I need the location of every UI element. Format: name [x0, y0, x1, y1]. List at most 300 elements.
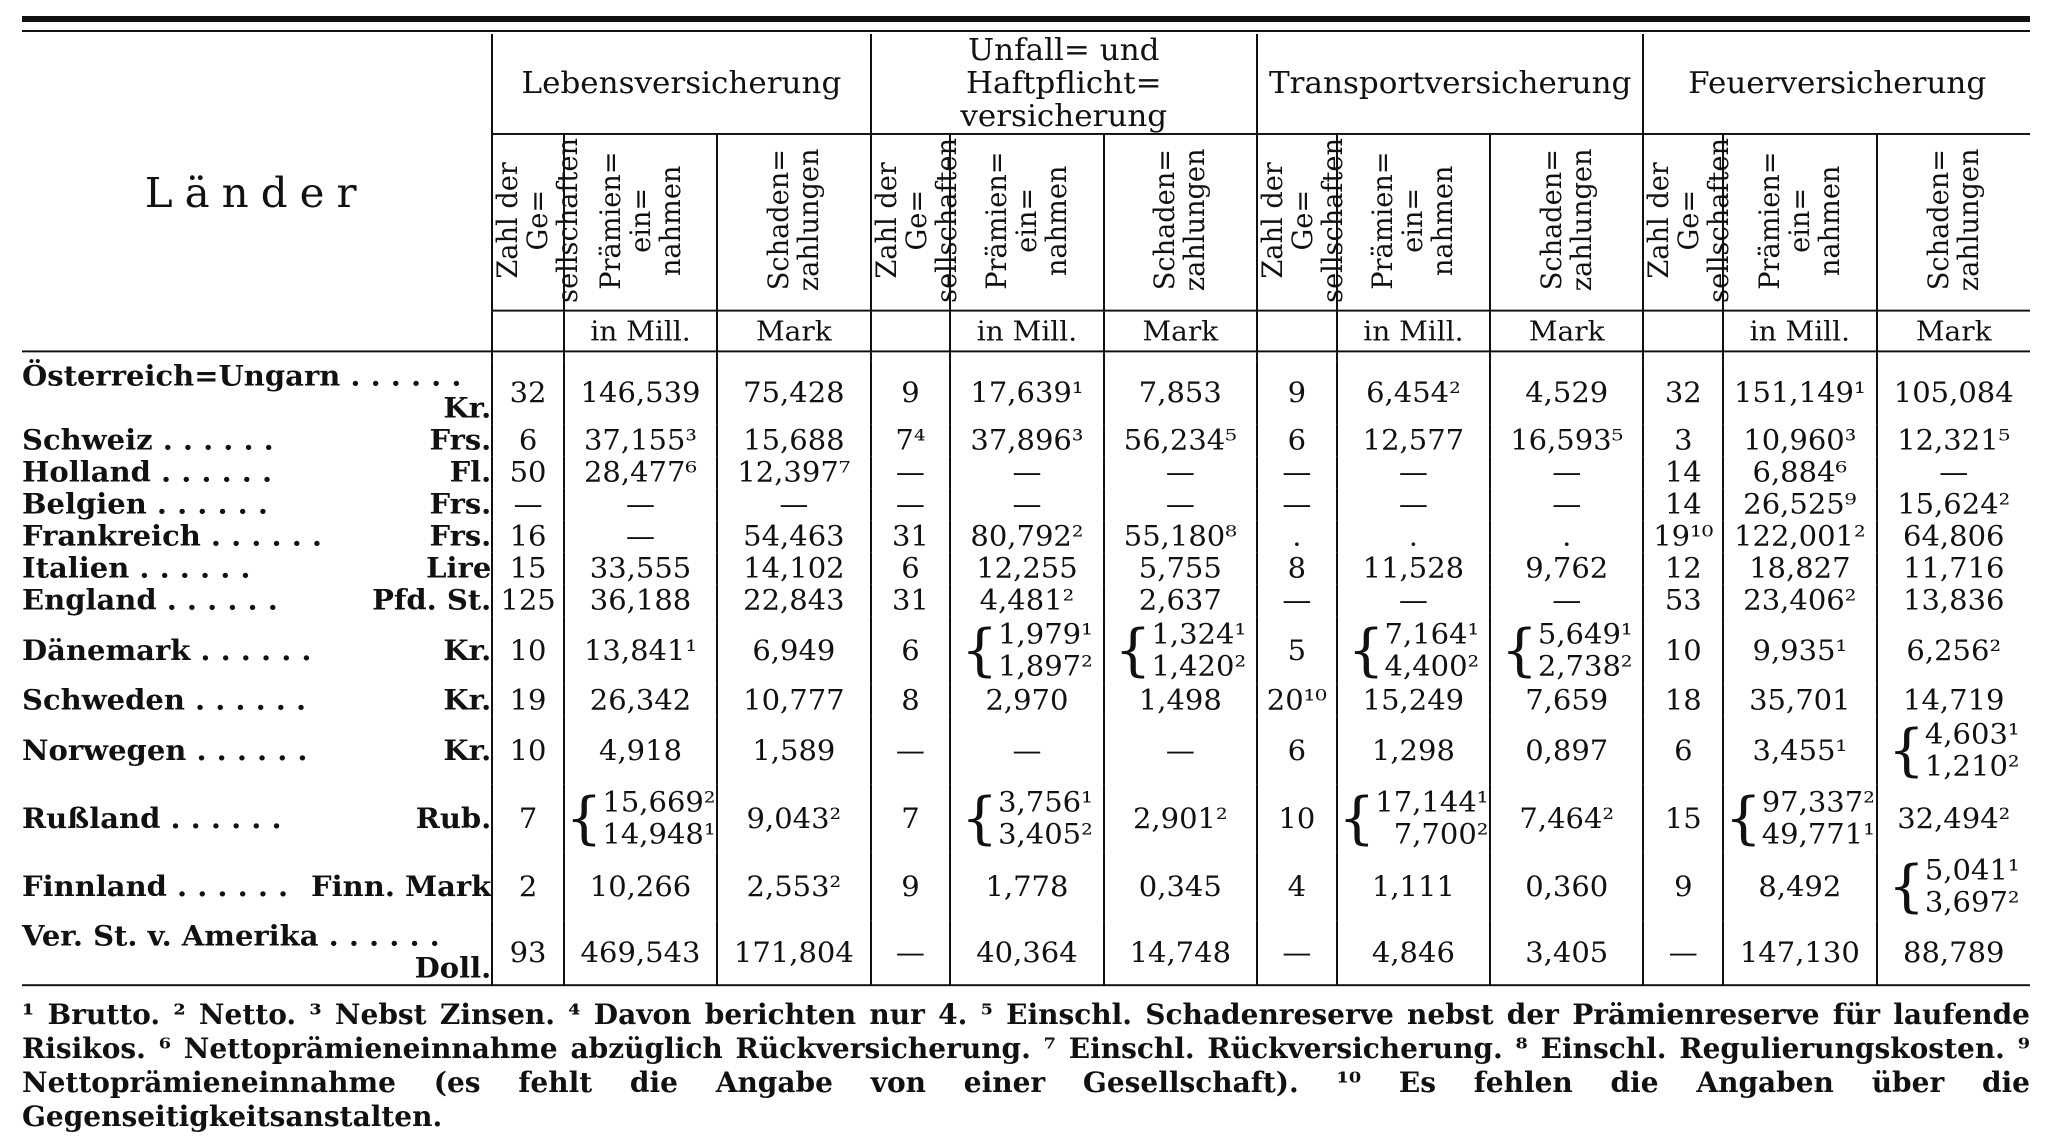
- table-cell: 4,918: [564, 716, 717, 784]
- table-cell: 23,406²: [1723, 584, 1876, 616]
- stacked-value: 3,697²: [1924, 885, 2020, 919]
- table-cell: 7,659: [1490, 684, 1643, 716]
- table-cell: [1104, 616, 1257, 684]
- table-cell: —: [1490, 584, 1643, 616]
- table-row: [22, 584, 2030, 616]
- table-cell: 122,001²: [1723, 520, 1876, 552]
- table-cell: 33,555: [564, 552, 717, 584]
- table-row: [22, 852, 2030, 920]
- stacked-value: 7,164¹: [1384, 617, 1480, 651]
- stacked-value: 1,210²: [1924, 749, 2020, 783]
- country-cell: [22, 584, 492, 616]
- table-cell: 32: [492, 360, 564, 424]
- table-cell: 35,701: [1723, 684, 1876, 716]
- brace-left: {: [1347, 617, 1385, 684]
- table-cell: 14: [1643, 456, 1723, 488]
- table-cell: —: [717, 488, 870, 520]
- unit-label-right: Mark: [717, 311, 870, 352]
- stacked-values: [1151, 618, 1246, 682]
- table-cell: 32,494²: [1877, 784, 2031, 852]
- table-cell: —: [1877, 456, 2031, 488]
- stacked-values: [1375, 786, 1488, 850]
- table-cell: —: [1104, 716, 1257, 784]
- brace-left: {: [565, 785, 603, 852]
- country-name: Italien: [22, 551, 130, 585]
- table-cell: 2: [492, 852, 564, 920]
- unit-spacer: [871, 311, 951, 352]
- leader-dots: . . . . . .: [340, 359, 462, 393]
- table-cell: 147,130: [1723, 920, 1876, 985]
- table-cell: 105,084: [1877, 360, 2031, 424]
- table-cell: 1,589: [717, 716, 870, 784]
- table-cell: [1337, 784, 1490, 852]
- table-cell: 16,593⁵: [1490, 424, 1643, 456]
- unit-label-right: Mark: [1490, 311, 1643, 352]
- currency-unit: Doll.: [414, 951, 492, 985]
- brace-left: {: [961, 785, 999, 852]
- leader-dots: . . . . . .: [146, 487, 268, 521]
- table-cell: 6: [1257, 424, 1337, 456]
- table-cell: 10: [492, 716, 564, 784]
- top-rule-thin: [22, 30, 2030, 32]
- country-name: Finnland: [22, 869, 167, 903]
- table-cell: 6: [871, 616, 951, 684]
- table-cell: 8,492: [1723, 852, 1876, 920]
- stacked-value: 2,738²: [1537, 649, 1633, 683]
- table-cell: 1,498: [1104, 684, 1257, 716]
- subheader-label: Zahl der Ge= sellschaften: [1256, 137, 1349, 303]
- table-cell: 1,298: [1337, 716, 1490, 784]
- table-cell: 10: [492, 616, 564, 684]
- subheader-label: Zahl der Ge= sellschaften: [491, 137, 585, 303]
- table-cell: 22,843: [717, 584, 870, 616]
- table-cell: 151,149¹: [1723, 360, 1876, 424]
- table-cell: 1,111: [1337, 852, 1490, 920]
- table-cell: 4,846: [1337, 920, 1490, 985]
- unit-label-left: in Mill.: [564, 311, 717, 352]
- group-label: Feuerversicherung: [1688, 66, 1987, 101]
- unit-label-left: in Mill.: [1337, 311, 1490, 352]
- table-cell: [1877, 716, 2031, 784]
- stacked-value: 49,771¹: [1761, 817, 1875, 851]
- brace-left: {: [1114, 617, 1152, 684]
- table-cell: —: [564, 488, 717, 520]
- leader-dots: . . . . . .: [156, 583, 278, 617]
- subheader-zahl: [1256, 134, 1349, 311]
- currency-unit: Rub.: [415, 801, 492, 835]
- table-cell: 125: [492, 584, 564, 616]
- table-bottom-rule: [22, 985, 2030, 990]
- table-cell: —: [1490, 456, 1643, 488]
- table-cell: 6: [492, 424, 564, 456]
- table-cell: —: [1257, 584, 1337, 616]
- table-cell: 15,249: [1337, 684, 1490, 716]
- table-cell: —: [1337, 488, 1490, 520]
- table-cell: 5,755: [1104, 552, 1257, 584]
- table-cell: —: [1257, 456, 1337, 488]
- stacked-value: 15,669²: [602, 785, 716, 819]
- table-cell: 9: [1257, 360, 1337, 424]
- subheader-schaden: [717, 134, 870, 311]
- table-row: [22, 716, 2030, 784]
- table-row: [22, 520, 2030, 552]
- table-cell: 10: [1643, 616, 1723, 684]
- table-cell: —: [950, 716, 1103, 784]
- stacked-value: 1,324¹: [1151, 617, 1247, 651]
- country-name: Schweiz: [22, 423, 153, 457]
- stacked-value: 4,400²: [1384, 649, 1480, 683]
- table-cell: 6,256²: [1877, 616, 2031, 684]
- table-cell: 12,397⁷: [717, 456, 870, 488]
- table-cell: —: [1490, 488, 1643, 520]
- table-cell: 171,804: [717, 920, 870, 985]
- brace-left: {: [1724, 785, 1762, 852]
- unit-label-left: in Mill.: [1723, 311, 1876, 352]
- table-cell: 0,345: [1104, 852, 1257, 920]
- table-cell: 14,102: [717, 552, 870, 584]
- brace-left: {: [1887, 717, 1925, 784]
- table-cell: —: [1257, 920, 1337, 985]
- stacked-value: 1,979¹: [998, 617, 1093, 651]
- currency-unit: Kr.: [443, 391, 492, 425]
- unit-spacer: [492, 311, 564, 352]
- table-cell: 15: [1643, 784, 1723, 852]
- stacked-value: 5,041¹: [1924, 853, 2020, 887]
- unit-spacer: [1257, 311, 1337, 352]
- table-cell: —: [1104, 488, 1257, 520]
- group-header-unfall: [871, 34, 1257, 134]
- table-cell: 31: [871, 520, 951, 552]
- country-cell: [22, 852, 492, 920]
- subheader-label: Prämien= ein= nahmen: [979, 151, 1073, 290]
- table-cell: [1337, 616, 1490, 684]
- table-cell: 1,778: [950, 852, 1103, 920]
- subheader-praemien: [564, 134, 717, 311]
- currency-unit: Kr.: [443, 633, 492, 667]
- country-name: Dänemark: [22, 633, 191, 667]
- table-row: [22, 552, 2030, 584]
- table-row: [22, 456, 2030, 488]
- subheader-label: Schaden= zahlungen: [761, 149, 825, 292]
- currency-unit: Fl.: [449, 455, 492, 489]
- table-cell: 75,428: [717, 360, 870, 424]
- currency-unit: Pfd. St.: [372, 583, 492, 617]
- stacked-values: [1925, 854, 2020, 918]
- subheader-label: Schaden= zahlungen: [1921, 149, 1985, 292]
- stacked-values: [1925, 718, 2020, 782]
- table-cell: 12,255: [950, 552, 1103, 584]
- table-cell: .: [1257, 520, 1337, 552]
- stacked-value: 1,420²: [1151, 649, 1247, 683]
- table-cell: 11,716: [1877, 552, 2031, 584]
- table-cell: 4,481²: [950, 584, 1103, 616]
- table-cell: 12,321⁵: [1877, 424, 2031, 456]
- table-cell: 7,853: [1104, 360, 1257, 424]
- subheader-praemien: [950, 134, 1103, 311]
- currency-unit: Frs.: [429, 423, 492, 457]
- subheader-zahl: [491, 134, 585, 311]
- subheader-zahl: [869, 134, 963, 311]
- table-cell: 14,748: [1104, 920, 1257, 985]
- table-cell: —: [871, 920, 951, 985]
- footnotes: ¹ Brutto. ² Netto. ³ Nebst Zinsen. ⁴ Davon berichten nur 4. ⁵ Einschl. Schadenreserve nebst der Prämienreserve für laufende Risikos. ⁶ Nettoprämieneinnahme abzüglich Rückversicherung. ⁷ Einschl. Rückversicherung. ⁸ Einschl. Regulierungskosten. ⁹ Nettoprämieneinnahme (es fehlt die Angabe von einer Gesellschaft). ¹⁰ Es fehlen die Angaben über die Gegenseitigkeitsanstalten.: [22, 998, 2030, 1133]
- table-cell: 64,806: [1877, 520, 2031, 552]
- country-cell: [22, 684, 492, 716]
- table-cell: 17,639¹: [950, 360, 1103, 424]
- brace-left: {: [961, 617, 999, 684]
- table-cell: 2,553²: [717, 852, 870, 920]
- table-cell: .: [1490, 520, 1643, 552]
- subheader-label: Zahl der Ge= sellschaften: [1642, 137, 1736, 303]
- group-header-feuer: [1643, 34, 2030, 134]
- table-cell: 0,897: [1490, 716, 1643, 784]
- subheader-label: Prämien= ein= nahmen: [593, 151, 687, 290]
- table-cell: 6,454²: [1337, 360, 1490, 424]
- table-cell: 15,624²: [1877, 488, 2031, 520]
- table-cell: [1877, 852, 2031, 920]
- table-cell: 9,762: [1490, 552, 1643, 584]
- leader-dots: . . . . . .: [160, 801, 282, 835]
- table-cell: 7,464²: [1490, 784, 1643, 852]
- table-cell: 6,949: [717, 616, 870, 684]
- stacked-values: [1385, 618, 1480, 682]
- country-cell: [22, 488, 492, 520]
- table-row: [22, 920, 2030, 985]
- leader-dots: . . . . . .: [200, 519, 322, 553]
- table-cell: 20¹⁰: [1257, 684, 1337, 716]
- table-cell: 9,935¹: [1723, 616, 1876, 684]
- table-cell: 3,405: [1490, 920, 1643, 985]
- table-cell: 6: [1257, 716, 1337, 784]
- country-cell: [22, 716, 492, 784]
- country-name: Rußland: [22, 801, 161, 835]
- leader-dots: . . . . . .: [152, 423, 274, 457]
- table-cell: 8: [1257, 552, 1337, 584]
- country-name: England: [22, 583, 157, 617]
- table-cell: 14,719: [1877, 684, 2031, 716]
- table-cell: 2,637: [1104, 584, 1257, 616]
- table-cell: —: [492, 488, 564, 520]
- table-cell: —: [1257, 488, 1337, 520]
- stacked-value: 3,405²: [998, 817, 1093, 851]
- stacked-values: [602, 786, 715, 850]
- country-cell: [22, 552, 492, 584]
- stacked-value: 4,603¹: [1924, 717, 2020, 751]
- subheader-label: Schaden= zahlungen: [1148, 149, 1212, 292]
- table-cell: 10,266: [564, 852, 717, 920]
- table-cell: —: [1337, 456, 1490, 488]
- column-header-lander: Länder: [144, 168, 369, 216]
- table-cell: 15,688: [717, 424, 870, 456]
- country-name: Ver. St. v. Amerika: [22, 919, 319, 953]
- table-cell: 10: [1257, 784, 1337, 852]
- table-cell: 15: [492, 552, 564, 584]
- table-cell: 36,188: [564, 584, 717, 616]
- country-cell: [22, 784, 492, 852]
- table-cell: 13,841¹: [564, 616, 717, 684]
- subheader-schaden: [1877, 134, 2031, 311]
- table-row: [22, 360, 2030, 424]
- stacked-value: 1,897²: [998, 649, 1093, 683]
- table-cell: —: [871, 716, 951, 784]
- country-name: Holland: [22, 455, 151, 489]
- unit-label-right: Mark: [1877, 311, 2031, 352]
- table-cell: 469,543: [564, 920, 717, 985]
- unit-label-left: in Mill.: [950, 311, 1103, 352]
- table-cell: 2,901²: [1104, 784, 1257, 852]
- table-cell: 55,180⁸: [1104, 520, 1257, 552]
- leader-dots: . . . . . .: [166, 869, 289, 903]
- stacked-value: 17,144¹: [1375, 785, 1489, 819]
- subheader-schaden: [1104, 134, 1257, 311]
- leader-dots: . . . . . .: [318, 919, 440, 953]
- table-cell: 10,777: [717, 684, 870, 716]
- group-label: Transportversicherung: [1269, 66, 1632, 101]
- stacked-values: [998, 786, 1093, 850]
- subheader-zahl: [1642, 134, 1736, 311]
- table-cell: 4,529: [1490, 360, 1643, 424]
- table-cell: 19¹⁰: [1643, 520, 1723, 552]
- table-cell: 93: [492, 920, 564, 985]
- country-name: Österreich=Ungarn: [22, 359, 341, 393]
- country-name: Belgien: [22, 487, 147, 521]
- table-cell: 12,577: [1337, 424, 1490, 456]
- stacked-value: 7,700²: [1393, 817, 1489, 851]
- table-cell: 2,970: [950, 684, 1103, 716]
- table-cell: 18: [1643, 684, 1723, 716]
- table-cell: —: [1643, 920, 1723, 985]
- table-cell: —: [1104, 456, 1257, 488]
- table-cell: —: [871, 456, 951, 488]
- table-cell: 28,477⁶: [564, 456, 717, 488]
- stacked-value: 3,756¹: [998, 785, 1093, 819]
- currency-unit: Finn. Mark: [311, 869, 492, 903]
- table-cell: 53: [1643, 584, 1723, 616]
- group-label: Lebensversicherung: [521, 66, 842, 101]
- country-name: Frankreich: [22, 519, 201, 553]
- table-cell: 5: [1257, 616, 1337, 684]
- table-cell: 12: [1643, 552, 1723, 584]
- table-cell: 26,525⁹: [1723, 488, 1876, 520]
- table-cell: 88,789: [1877, 920, 2031, 985]
- table-cell: 146,539: [564, 360, 717, 424]
- table-row: [22, 488, 2030, 520]
- table-cell: 37,896³: [950, 424, 1103, 456]
- stacked-value: 14,948¹: [602, 817, 716, 851]
- table-cell: 11,528: [1337, 552, 1490, 584]
- table-cell: .: [1337, 520, 1490, 552]
- table-cell: 3: [1643, 424, 1723, 456]
- table-cell: —: [950, 488, 1103, 520]
- table-cell: 40,364: [950, 920, 1103, 985]
- table-cell: 14: [1643, 488, 1723, 520]
- subheader-schaden: [1490, 134, 1643, 311]
- table-cell: 19: [492, 684, 564, 716]
- currency-unit: Frs.: [429, 519, 492, 553]
- table-cell: 37,155³: [564, 424, 717, 456]
- leader-dots: . . . . . .: [186, 733, 308, 767]
- table-row: [22, 616, 2030, 684]
- table-cell: 9: [871, 360, 951, 424]
- brace-left: {: [1500, 617, 1538, 684]
- group-header-leben: [492, 34, 870, 134]
- table-cell: 9: [871, 852, 951, 920]
- table-cell: [950, 616, 1103, 684]
- table-cell: 54,463: [717, 520, 870, 552]
- unit-label-right: Mark: [1104, 311, 1257, 352]
- table-cell: 9,043²: [717, 784, 870, 852]
- table-cell: 10,960³: [1723, 424, 1876, 456]
- table-cell: —: [871, 488, 951, 520]
- table-cell: 6: [871, 552, 951, 584]
- leader-dots: . . . . . .: [184, 683, 307, 717]
- country-cell: [22, 360, 492, 424]
- table-row: [22, 424, 2030, 456]
- table-cell: 0,360: [1490, 852, 1643, 920]
- table-cell: 9: [1643, 852, 1723, 920]
- table-cell: 18,827: [1723, 552, 1876, 584]
- brace-left: {: [1338, 785, 1376, 852]
- unit-spacer: [1643, 311, 1723, 352]
- stacked-values: [1538, 618, 1633, 682]
- leader-dots: . . . . . .: [150, 455, 273, 489]
- stacked-value: 5,649¹: [1537, 617, 1633, 651]
- stacked-values: [998, 618, 1093, 682]
- table-cell: 31: [871, 584, 951, 616]
- table-cell: 16: [492, 520, 564, 552]
- subheader-label: Schaden= zahlungen: [1534, 149, 1598, 292]
- currency-unit: Kr.: [443, 683, 492, 717]
- statistics-table: [22, 34, 2030, 990]
- table-cell: 32: [1643, 360, 1723, 424]
- table-cell: 50: [492, 456, 564, 488]
- table-cell: 56,234⁵: [1104, 424, 1257, 456]
- table-cell: 4: [1257, 852, 1337, 920]
- country-cell: [22, 520, 492, 552]
- table-cell: 8: [871, 684, 951, 716]
- currency-unit: Frs.: [429, 487, 492, 521]
- top-rule-thick: [22, 16, 2030, 22]
- country-cell: [22, 616, 492, 684]
- table-cell: 7: [492, 784, 564, 852]
- leader-dots: . . . . . .: [190, 633, 312, 667]
- table-cell: 80,792²: [950, 520, 1103, 552]
- subheader-praemien: [1723, 134, 1876, 311]
- country-cell: [22, 424, 492, 456]
- table-cell: 6: [1643, 716, 1723, 784]
- table-cell: 13,836: [1877, 584, 2031, 616]
- country-name: Schweden: [22, 683, 185, 717]
- table-cell: [950, 784, 1103, 852]
- table-cell: —: [950, 456, 1103, 488]
- table-cell: 7: [871, 784, 951, 852]
- country-cell: [22, 920, 492, 985]
- group-header-transport: [1257, 34, 1643, 134]
- leader-dots: . . . . . .: [129, 551, 251, 585]
- currency-unit: Lire: [426, 551, 492, 585]
- brace-left: {: [1887, 853, 1925, 920]
- table-cell: 26,342: [564, 684, 717, 716]
- table-cell: [1723, 784, 1876, 852]
- stacked-value: 97,337²: [1761, 785, 1875, 819]
- country-name: Norwegen: [22, 733, 187, 767]
- table-cell: —: [564, 520, 717, 552]
- table-row: [22, 784, 2030, 852]
- table-cell: 7⁴: [871, 424, 951, 456]
- subheader-label: Zahl der Ge= sellschaften: [869, 137, 963, 303]
- subheader-label: Prämien= ein= nahmen: [1752, 151, 1846, 290]
- table-cell: 6,884⁶: [1723, 456, 1876, 488]
